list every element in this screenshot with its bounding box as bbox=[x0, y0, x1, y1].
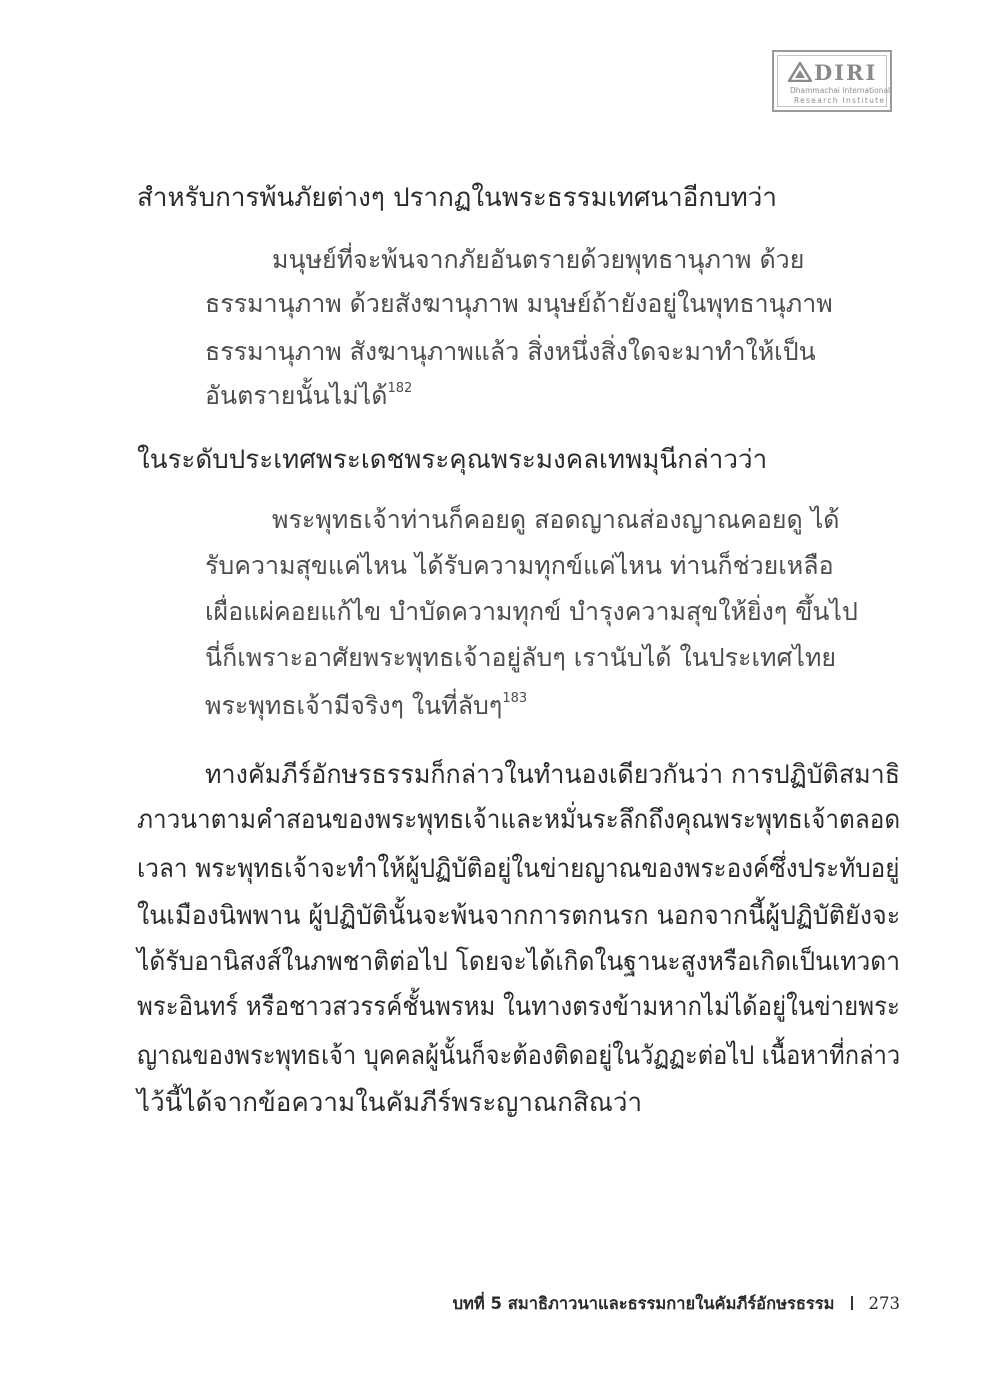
quote-line: ธรรมานุภาพ ด้วยสังฆานุภาพ มนุษย์ถ้ายังอยู่ในพุทธานุภาพ bbox=[205, 289, 833, 318]
page-footer bbox=[430, 1290, 900, 1318]
paragraph-line: ญาณของพระพุทธเจ้า บุคคลผู้นั้นก็จะต้องติดอยู่ในวัฏฏะต่อไป เนื้อหาที่กล่าว bbox=[137, 1041, 901, 1071]
paragraph-line: ได้รับอานิสงส์ในภพชาติต่อไป โดยจะได้เกิดในฐานะสูงหรือเกิดเป็นเทวดา bbox=[137, 947, 901, 977]
quote-line: มนุษย์ที่จะพ้นจากภัยอันตรายด้วยพุทธานุภาพ ด้วย bbox=[272, 245, 805, 274]
paragraph-line: เวลา พระพุทธเจ้าจะทำให้ผู้ปฏิบัติอยู่ในข่ายญาณของพระองค์ซึ่งประทับอยู่ bbox=[137, 854, 900, 884]
quote-line: พระพุทธเจ้าท่านก็คอยดู สอดญาณส่องญาณคอยดู ได้ bbox=[272, 505, 840, 534]
paragraph-line: ไว้นี้ได้จากข้อความในคัมภีร์พระญาณกสิณว่า bbox=[137, 1088, 643, 1118]
paragraph-line: ในเมืองนิพพาน ผู้ปฏิบัตินั้นจะพ้นจากการตกนรก นอกจากนี้ผู้ปฏิบัติยังจะ bbox=[137, 901, 901, 931]
quote-line: ธรรมานุภาพ สังฆานุภาพแล้ว สิ่งหนึ่งสิ่งใดจะมาทำให้เป็น bbox=[205, 337, 816, 366]
logo-subtitle-2: Research Institute bbox=[794, 96, 886, 105]
intro-line: สำหรับการพ้นภัยต่างๆ ปรากฏในพระธรรมเทศนาอีกบทว่า bbox=[137, 183, 777, 213]
paragraph-line: ทางคัมภีร์อักษรธรรมก็กล่าวในทำนองเดียวกันว่า การปฏิบัติสมาธิ bbox=[205, 760, 901, 790]
quote-line: เผื่อแผ่คอยแก้ไข บำบัดความทุกข์ บำรุงความสุขให้ยิ่งๆ ขึ้นไป bbox=[205, 597, 858, 626]
quote-line: นี่ก็เพราะอาศัยพระพุทธเจ้าอยู่ลับๆ เรานับได้ ในประเทศไทย bbox=[205, 643, 837, 672]
footer-divider bbox=[851, 1296, 853, 1310]
paragraph-line: พระอินทร์ หรือชาวสวรรค์ชั้นพรหม ในทางตรงข้ามหากไม่ได้อยู่ในข่ายพระ bbox=[137, 992, 900, 1022]
logo-subtitle-1: Dhammachai International bbox=[790, 86, 891, 95]
footnote-marker: 182 bbox=[387, 381, 413, 396]
logo-name: DIRI bbox=[814, 60, 878, 85]
footnote-marker: 183 bbox=[502, 691, 528, 706]
paragraph-line: ภาวนาตามคำสอนของพระพุทธเจ้าและหมั่นระลึกถึงคุณพระพุทธเจ้าตลอด bbox=[137, 805, 901, 835]
chapter-title: บทที่ 5 สมาธิภาวนาและธรรมกายในคัมภีร์อักษรธรรม bbox=[452, 1294, 835, 1313]
quote-line: อันตรายนั้นไม่ได้$^{182}$ bbox=[205, 381, 413, 410]
quote-line: รับความสุขแค่ไหน ได้รับความทุกข์แค่ไหน ท่านก็ช่วยเหลือ bbox=[205, 551, 834, 580]
triangle-logo-icon bbox=[788, 62, 812, 82]
diri-logo bbox=[772, 50, 892, 112]
page-number: 273 bbox=[868, 1294, 900, 1313]
quote-line: พระพุทธเจ้ามีจริงๆ ในที่ลับๆ$^{183}$ bbox=[205, 691, 528, 720]
intro-line: ในระดับประเทศพระเดชพระคุณพระมงคลเทพมุนีกล่าวว่า bbox=[137, 445, 768, 475]
